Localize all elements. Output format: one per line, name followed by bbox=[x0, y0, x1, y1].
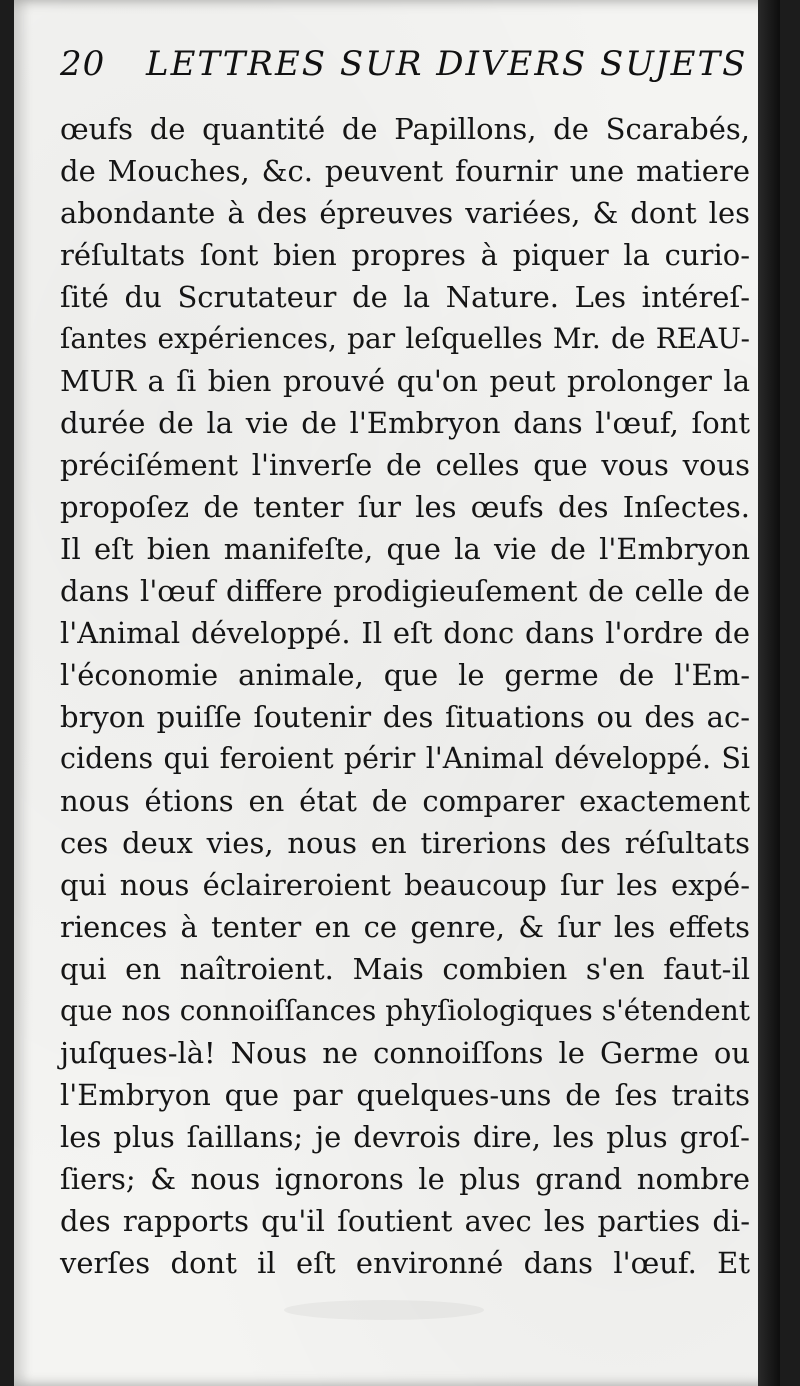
text-line: réſultats ſont bien propres à piquer la curio- bbox=[60, 238, 750, 272]
text-line: riences à tenter en ce genre, & ſur les effets bbox=[60, 910, 750, 944]
text-line: ſantes expériences, par leſquelles Mr. de REAU- bbox=[60, 322, 750, 355]
text-line: préciſément l'inverſe de celles que vous vous bbox=[60, 448, 750, 482]
text-line: l'Embryon que par quelques-uns de ſes traits bbox=[60, 1078, 750, 1112]
text-line: MUR a ſi bien prouvé qu'on peut prolonger la bbox=[60, 364, 750, 398]
paper-smudge bbox=[284, 1300, 484, 1320]
text-line: cidens qui feroient périr l'Animal développé. Si bbox=[60, 742, 750, 775]
page-header bbox=[60, 44, 750, 88]
text-line: durée de la vie de l'Embryon dans l'œuf, ſont bbox=[60, 406, 750, 440]
text-line: ces deux vies, nous en tirerions des réſultats bbox=[60, 826, 750, 860]
text-line: des rapports qu'il ſoutient avec les parties di- bbox=[60, 1204, 750, 1238]
body-text bbox=[60, 108, 750, 1284]
text-line: ſiers; & nous ignorons le plus grand nombre bbox=[60, 1162, 750, 1196]
text-line: Il eſt bien manifeſte, que la vie de l'Embryon bbox=[60, 532, 750, 566]
text-line: qui en naîtroient. Mais combien s'en faut-il bbox=[60, 952, 750, 986]
text-line: abondante à des épreuves variées, & dont les bbox=[60, 196, 750, 230]
text-line: que nos connoiſſances phyſiologiques s'étendent bbox=[60, 994, 750, 1027]
text-line: bryon puiſſe ſoutenir des ſituations ou des ac- bbox=[60, 700, 750, 734]
text-line: les plus ſaillans; je devrois dire, les plus groſ- bbox=[60, 1120, 750, 1154]
text-line: œufs de quantité de Papillons, de Scarabés, bbox=[60, 112, 750, 146]
text-line: propoſez de tenter ſur les œufs des Inſectes. bbox=[60, 490, 750, 524]
text-line: qui nous éclaireroient beaucoup ſur les expé- bbox=[60, 868, 750, 902]
text-line: dans l'œuf differe prodigieuſement de celle de bbox=[60, 574, 750, 608]
running-title: LETTRES SUR DIVERS SUJETS bbox=[146, 44, 748, 84]
page-edge-shadow bbox=[758, 0, 780, 1386]
text-line: ſité du Scrutateur de la Nature. Les intéreſ- bbox=[60, 280, 750, 314]
text-line: verſes dont il eſt environné dans l'œuf. Et bbox=[60, 1246, 750, 1280]
text-line: l'Animal développé. Il eſt donc dans l'ordre de bbox=[60, 616, 750, 650]
text-line: juſques-là! Nous ne connoiſſons le Germe ou bbox=[60, 1036, 750, 1070]
text-line: nous étions en état de comparer exactement bbox=[60, 784, 750, 818]
page-number: 20 bbox=[60, 44, 106, 84]
text-line: l'économie animale, que le germe de l'Em- bbox=[60, 658, 750, 692]
book-page bbox=[14, 0, 780, 1386]
text-line: de Mouches, &c. peuvent fournir une matiere bbox=[60, 154, 750, 188]
